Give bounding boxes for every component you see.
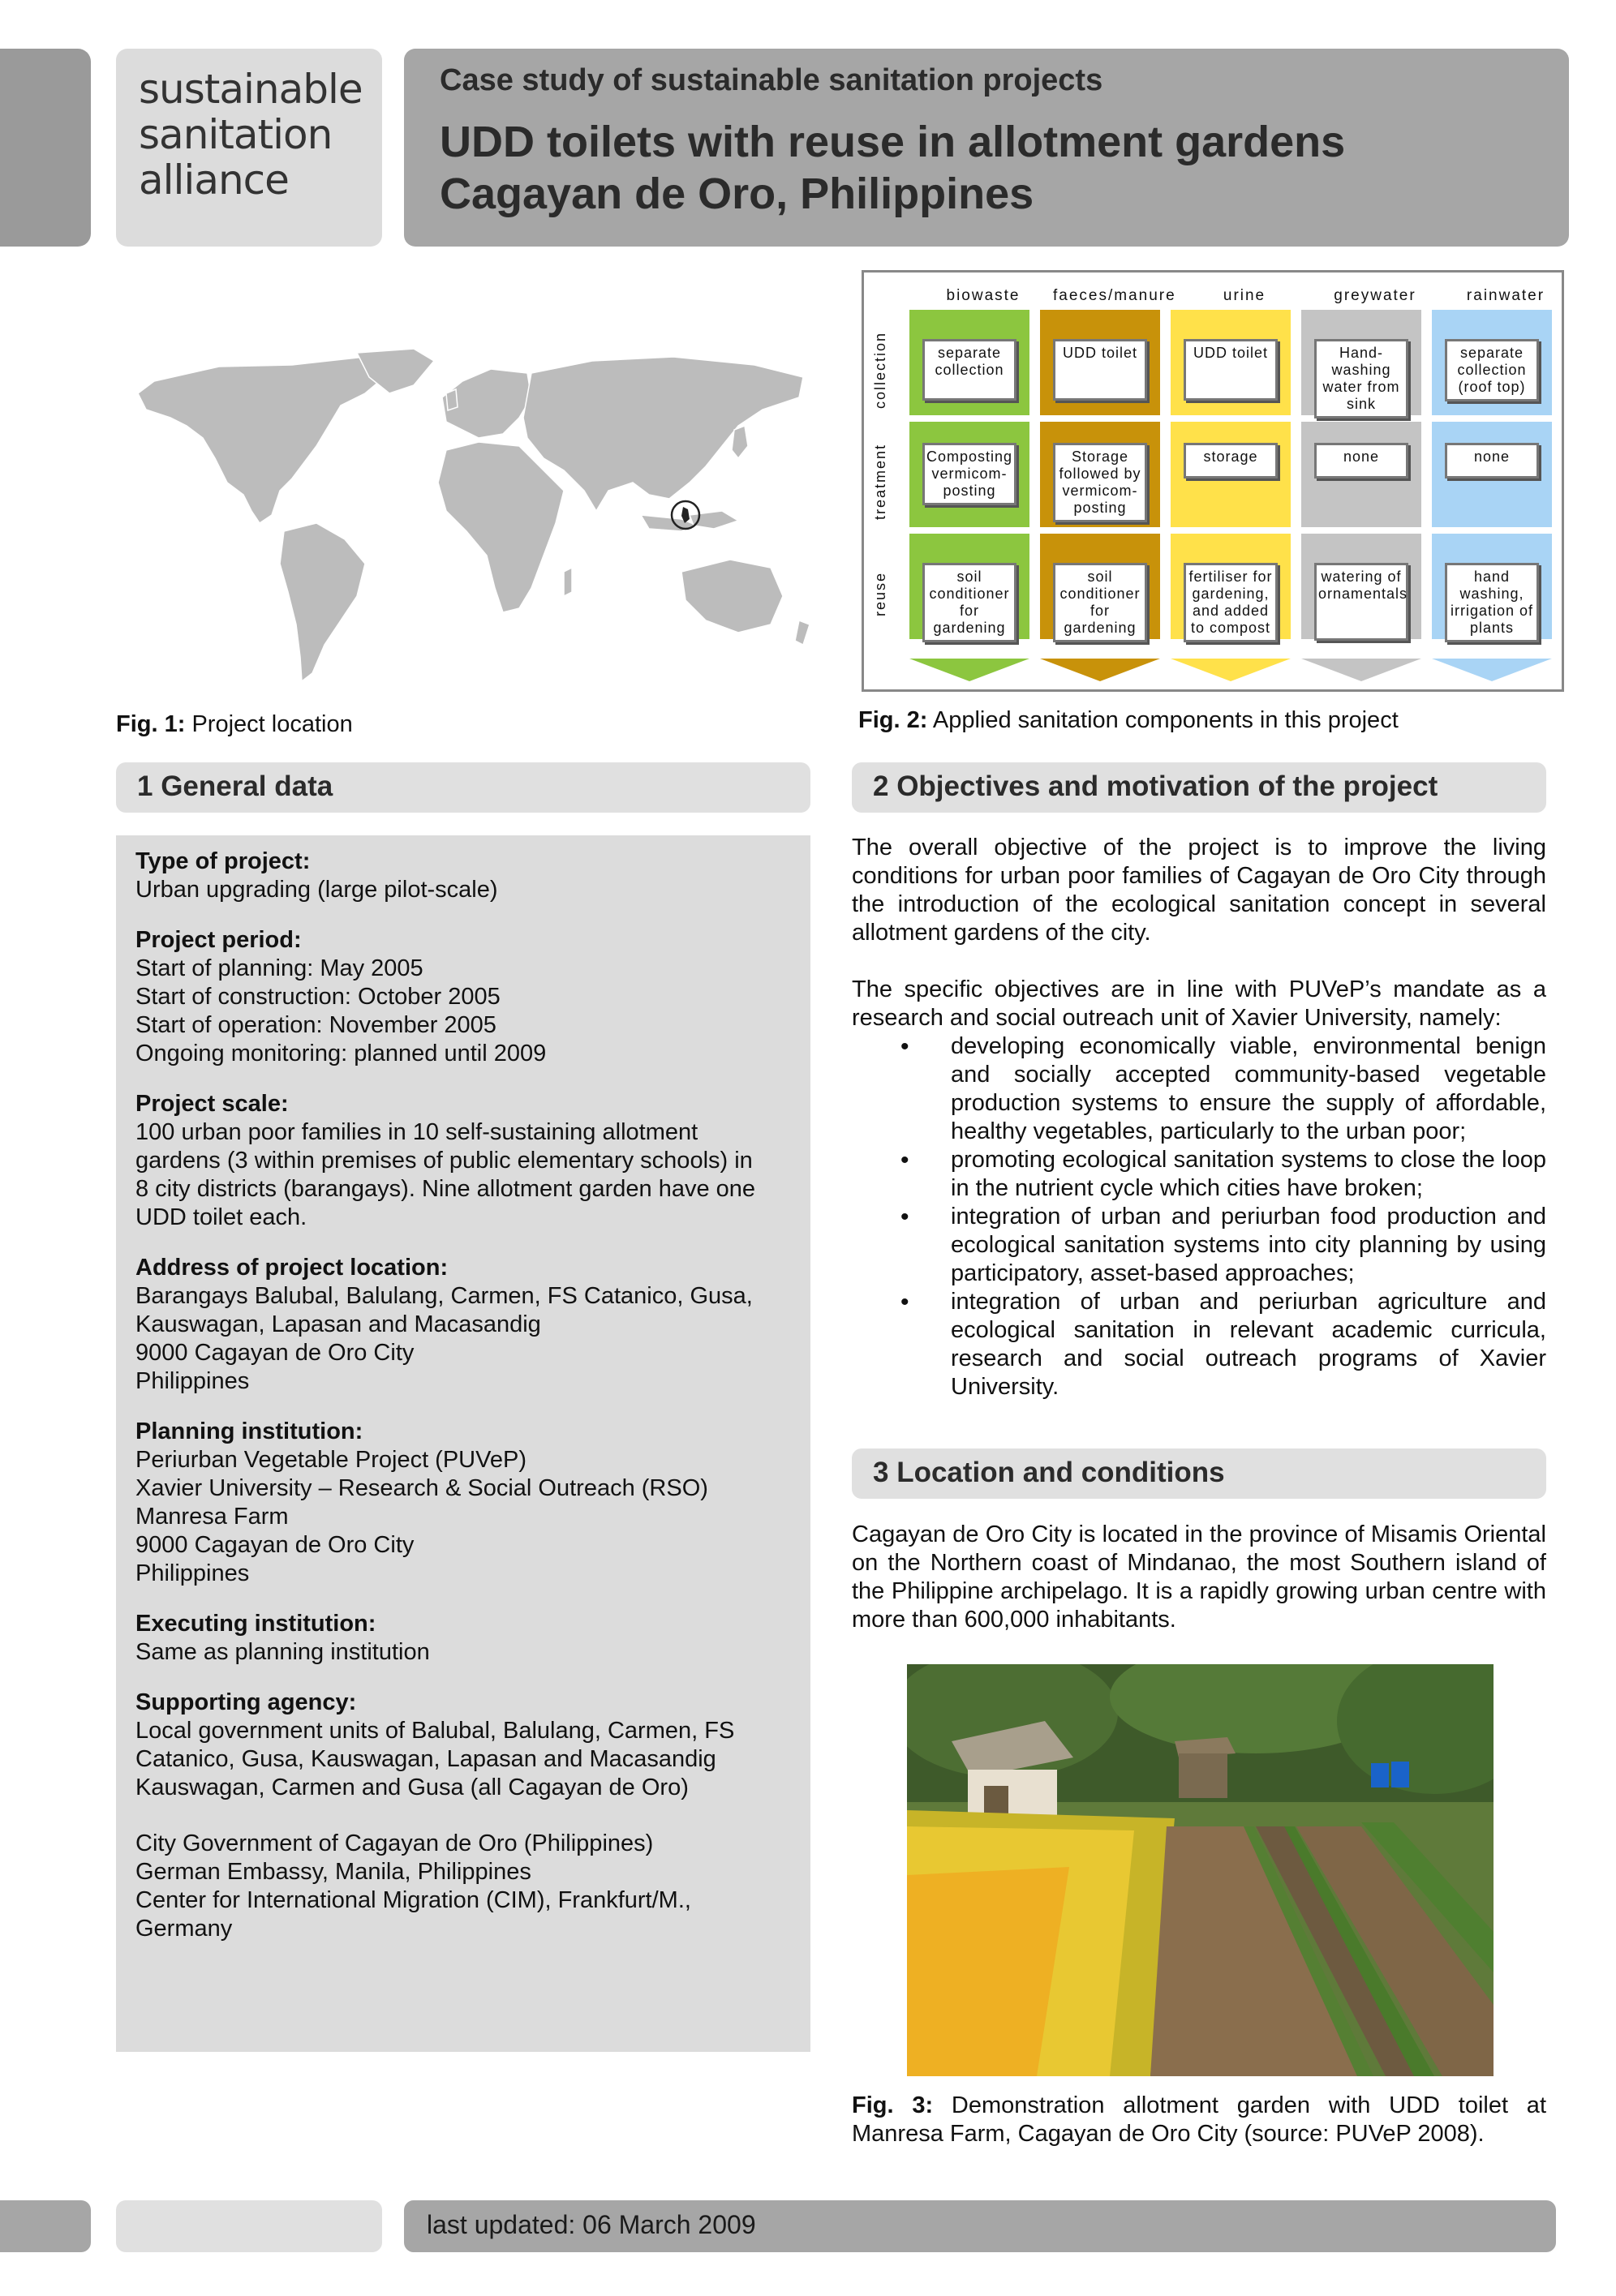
matrix-cell: separate collection (roof top)	[1445, 339, 1539, 401]
project-scale-line: gardens (3 within premises of public elementary schools) in	[135, 1148, 753, 1174]
matrix-cell: none	[1314, 443, 1408, 479]
matrix-cell: none	[1445, 443, 1539, 479]
matrix-cell: Storage followed by vermicom-posting	[1053, 443, 1147, 522]
objectives-list	[900, 1032, 1546, 1401]
matrix-cell-bg	[1040, 422, 1160, 527]
matrix-cell: separate collection	[922, 339, 1016, 401]
address-label: Address of project location:	[135, 1255, 449, 1281]
executing-institution-label: Executing institution:	[135, 1611, 376, 1637]
section-objectives-heading: 2 Objectives and motivation of the project	[852, 762, 1546, 813]
supporting-agency-line: Kauswagan, Carmen and Gusa (all Cagayan de Oro)	[135, 1775, 689, 1800]
figure-1-text: Project location	[185, 711, 353, 737]
planning-institution-label: Planning institution:	[135, 1418, 363, 1444]
objectives-paragraph-2: The specific objectives are in line with PUVeP’s mandate as a research and social outreach unit of Xavier University, namely:	[852, 976, 1546, 1031]
objective-bullet: • promoting ecological sanitation systems to close the loop in the nutrient cycle which cities have broken;	[900, 1146, 1546, 1203]
last-updated-text: last updated: 06 March 2009	[427, 2210, 756, 2239]
project-period-line: Start of planning: May 2005	[135, 955, 423, 981]
matrix-cell-bg	[1171, 310, 1291, 415]
matrix-cell-bg	[1171, 422, 1291, 527]
continent-north-america	[138, 357, 389, 523]
matrix-column	[1040, 310, 1160, 650]
footer-updated-bar	[404, 2200, 1556, 2252]
type-of-project-label: Type of project:	[135, 848, 311, 874]
matrix-row-collection: collection	[872, 331, 888, 409]
matrix-column	[1301, 310, 1421, 650]
supporting-agency-line: Center for International Migration (CIM), Frankfurt/M.,	[135, 1887, 691, 1913]
figure-3-label: Fig. 3:	[852, 2092, 934, 2118]
planning-institution-line: Manresa Farm	[135, 1504, 289, 1530]
matrix-cell: UDD toilet	[1053, 339, 1147, 401]
matrix-cell: storage	[1184, 443, 1278, 479]
project-scale-line: 8 city districts (barangays). Nine allotment garden have one	[135, 1176, 756, 1202]
supporting-agency-line: Local government units of Balubal, Balulang, Carmen, FS	[135, 1718, 735, 1744]
footer-middle-block	[116, 2200, 382, 2252]
supporting-agency-line: Germany	[135, 1916, 233, 1942]
world-map	[122, 349, 819, 697]
title-banner	[404, 49, 1569, 247]
matrix-col-greywater: greywater	[1334, 287, 1416, 304]
address-line: Barangays Balubal, Balulang, Carmen, FS Catanico, Gusa,	[135, 1283, 753, 1309]
footer-side-bar	[0, 2200, 91, 2252]
supporting-agency-label: Supporting agency:	[135, 1689, 357, 1715]
document-title-line-1: UDD toilets with reuse in allotment gardens	[440, 118, 1346, 166]
matrix-row-reuse: reuse	[872, 571, 888, 616]
supporting-agency-line: German Embassy, Manila, Philippines	[135, 1859, 531, 1885]
matrix-cell: watering of ornamentals	[1314, 563, 1408, 641]
figure-3-text: Demonstration allotment garden with UDD toilet at Manresa Farm, Cagayan de Oro City (source: PUVeP 2008).	[852, 2092, 1546, 2147]
logo-line-1: sustainable	[139, 66, 363, 113]
matrix-cell: fertiliser for gardening, and added to compost	[1184, 563, 1278, 642]
matrix-cell-bg	[909, 310, 1029, 415]
continent-asia	[523, 357, 803, 511]
matrix-cell: Composting vermicom-posting	[922, 443, 1016, 505]
project-period-line: Ongoing monitoring: planned until 2009	[135, 1041, 547, 1066]
matrix-cell-bg	[1432, 422, 1552, 527]
figure-3-caption	[852, 2092, 1546, 2148]
matrix-cell-bg	[1040, 310, 1160, 415]
matrix-row-treatment: treatment	[872, 443, 888, 521]
matrix-cell-bg	[909, 534, 1029, 639]
matrix-column	[1432, 310, 1552, 650]
matrix-cell-bg	[1432, 534, 1552, 639]
supporting-agency-line: City Government of Cagayan de Oro (Philippines)	[135, 1830, 654, 1856]
matrix-cell: hand washing, irrigation of plants	[1445, 563, 1539, 642]
project-period-line: Start of operation: November 2005	[135, 1012, 496, 1038]
project-scale-line: UDD toilet each.	[135, 1204, 307, 1230]
matrix-cell-bg	[1301, 310, 1421, 415]
matrix-arrow	[1040, 659, 1160, 683]
figure-1-label: Fig. 1:	[116, 711, 186, 737]
matrix-arrow	[909, 659, 1029, 683]
matrix-cell-bg	[909, 422, 1029, 527]
section-location-heading: 3 Location and conditions	[852, 1448, 1546, 1499]
continent-south-america	[280, 523, 365, 681]
planning-institution-line: 9000 Cagayan de Oro City	[135, 1532, 415, 1558]
objectives-paragraph-1: The overall objective of the project is to improve the living conditions for urban poor families of Cagayan de Oro City through the introduction of the ecological sanitation concept in several allotment gardens of the city.	[852, 835, 1546, 946]
figure-1-caption	[116, 711, 353, 738]
section-general-data-heading: 1 General data	[116, 762, 810, 813]
figure-2-caption	[858, 707, 1399, 734]
address-line: Philippines	[135, 1368, 250, 1394]
project-scale-label: Project scale:	[135, 1091, 289, 1117]
logo-line-3: alliance	[139, 157, 289, 204]
planning-institution-line: Periurban Vegetable Project (PUVeP)	[135, 1447, 526, 1473]
matrix-arrow	[1432, 659, 1552, 683]
address-line: Kauswagan, Lapasan and Macasandig	[135, 1311, 541, 1337]
header-side-bar	[0, 49, 91, 247]
allotment-garden-photo	[907, 1664, 1494, 2076]
supporting-agency-line: Catanico, Gusa, Kauswagan, Lapasan and Macasandig	[135, 1746, 716, 1772]
objective-bullet: • integration of urban and periurban agriculture and ecological sanitation in relevant academic curricula, research and social outreach programs of Xavier University.	[900, 1288, 1546, 1401]
matrix-col-faeces: faeces/manure	[1053, 287, 1176, 304]
continent-africa	[438, 442, 564, 612]
sanitation-components-matrix	[862, 270, 1564, 692]
location-paragraph: Cagayan de Oro City is located in the province of Misamis Oriental on the Northern coast of Mindanao, the most Southern island of the Philippine archipelago. It is a rapidly growing urban centre with more than 600,000 inhabitants.	[852, 1521, 1546, 1633]
matrix-cell: UDD toilet	[1184, 339, 1278, 401]
matrix-col-rainwater: rainwater	[1466, 287, 1545, 304]
matrix-col-biowaste: biowaste	[946, 287, 1021, 304]
address-line: 9000 Cagayan de Oro City	[135, 1340, 415, 1366]
matrix-cell: soil conditioner for gardening	[922, 563, 1016, 642]
matrix-arrow	[1171, 659, 1291, 683]
matrix-cell: soil conditioner for gardening	[1053, 563, 1147, 642]
matrix-col-urine: urine	[1223, 287, 1266, 304]
objective-bullet: • integration of urban and periurban food production and ecological sanitation systems into city planning by using participatory, asset-based approaches;	[900, 1203, 1546, 1288]
matrix-cell-bg	[1040, 534, 1160, 639]
objective-bullet: • developing economically viable, environmental benign and socially accepted community-based vegetable production systems to ensure the supply of affordable, healthy vegetables, particularly to the urban poor;	[900, 1032, 1546, 1146]
matrix-column	[909, 310, 1029, 650]
matrix-column	[1171, 310, 1291, 650]
document-title-line-2: Cagayan de Oro, Philippines	[440, 170, 1034, 218]
general-data-panel	[116, 835, 810, 2052]
continent-australia	[681, 560, 783, 633]
alliance-logo	[116, 49, 382, 247]
matrix-cell-bg	[1301, 422, 1421, 527]
matrix-cell: Hand-washing water from sink	[1314, 339, 1408, 418]
matrix-cell-bg	[1301, 534, 1421, 639]
figure-2-label: Fig. 2:	[858, 707, 928, 733]
type-of-project-value: Urban upgrading (large pilot-scale)	[135, 877, 498, 903]
project-period-label: Project period:	[135, 927, 302, 953]
matrix-arrow	[1301, 659, 1421, 683]
planning-institution-line: Philippines	[135, 1560, 250, 1586]
executing-institution-value: Same as planning institution	[135, 1639, 430, 1665]
matrix-cell-bg	[1171, 534, 1291, 639]
matrix-cell-bg	[1432, 310, 1552, 415]
figure-2-text: Applied sanitation components in this project	[927, 707, 1399, 733]
logo-line-2: sanitation	[139, 111, 333, 158]
project-scale-line: 100 urban poor families in 10 self-sustaining allotment	[135, 1119, 698, 1145]
planning-institution-line: Xavier University – Research & Social Outreach (RSO)	[135, 1475, 708, 1501]
project-period-line: Start of construction: October 2005	[135, 984, 501, 1010]
document-kicker: Case study of sustainable sanitation projects	[440, 63, 1103, 97]
